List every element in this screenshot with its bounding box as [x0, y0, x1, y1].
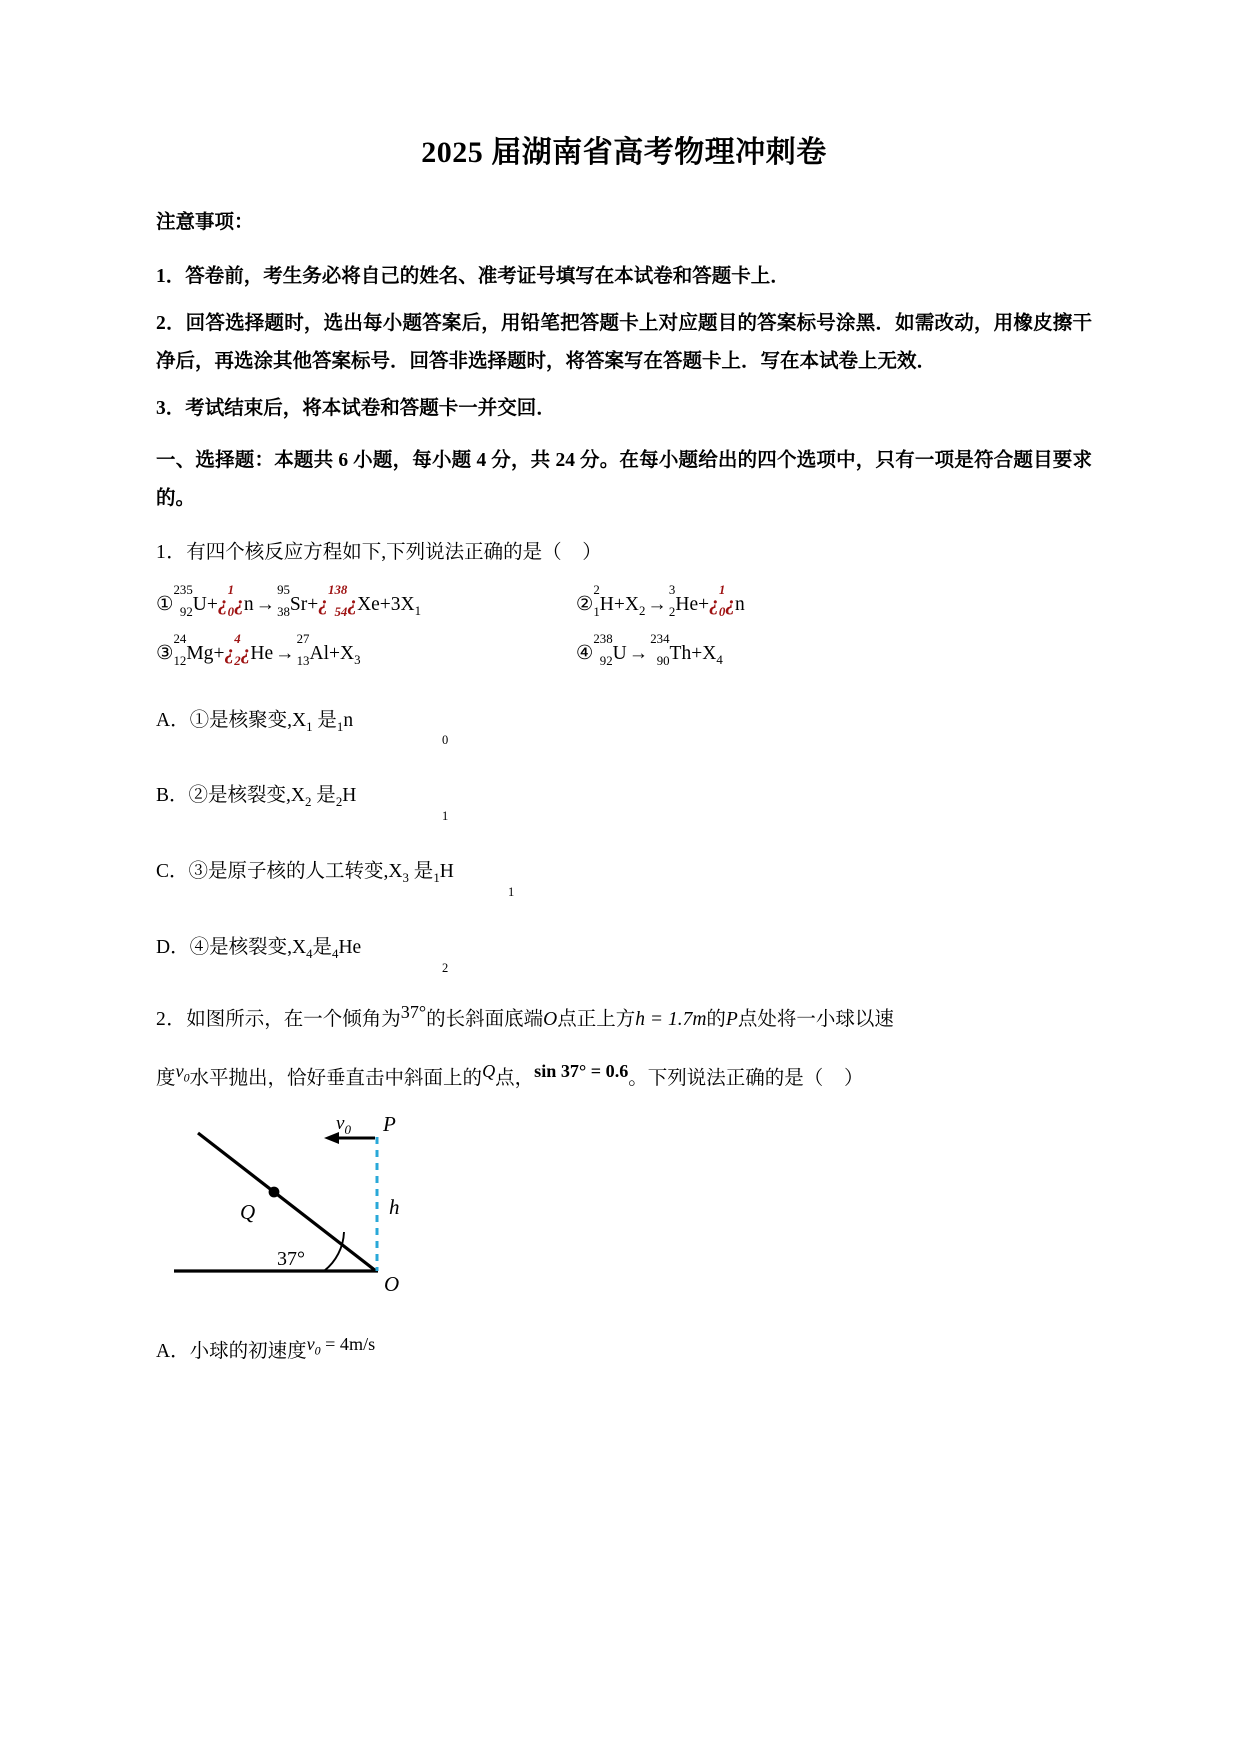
option-b-text: ②是核裂变,X	[188, 785, 305, 807]
notice-item-3: 3．考试结束后，将本试卷和答题卡一并交回．	[156, 398, 556, 420]
option-a-text: ①是核聚变,X	[189, 709, 307, 731]
q2-v0: $v_0$	[175, 1060, 190, 1085]
q2-sin-expr: sin 37° = 0.6	[534, 1060, 629, 1081]
eq2-artifact-nuclide: 1 0	[718, 582, 726, 619]
option-a-dropped-digit: 0	[442, 732, 449, 747]
eq1-label: ①	[156, 594, 174, 616]
eq1-left-mass: 235	[173, 582, 193, 597]
q2-point-q: Q	[482, 1060, 496, 1081]
eq3-artifact-nuclide: 4 2	[234, 631, 241, 668]
eq3-label: ③	[156, 643, 174, 665]
question-1-stem	[156, 534, 1092, 571]
label-p: P	[383, 1112, 396, 1137]
eq2-left-nuclide: 2 1 H	[593, 582, 614, 619]
question-1-option-d[interactable]: D．④是核裂变$,X_4$是$_4$He 2	[156, 933, 1092, 975]
eq4-right-nuclide: 234 90 Th	[650, 631, 692, 668]
option-d-dropped-digit: 2	[442, 960, 449, 975]
eq4-tail-sub: 4	[716, 653, 723, 668]
notice-item-2: 2．回答选择题时，选出每小题答案后，用铅笔把答题卡上对应题目的答案标号涂黑．如需改动，用橡皮擦干净后，再选涂其他答案标号．回答非选择题时，将答案写在答题卡上．写在本试卷上无效．	[156, 313, 1092, 373]
question-2-figure	[156, 1111, 1092, 1331]
q2-angle: 37°	[400, 1001, 427, 1022]
eq3-arrow: →	[275, 643, 295, 665]
nuclear-equation-1: ① 235 92 U+¿ 1 0 ¿n → 95 38 Sr+¿ 138 54 ¿$Xe+3X_1$	[156, 582, 422, 619]
nuclear-equation-2: ② 2 1 $H+X_2$ → 3 2 He+¿ 1 0 ¿n	[575, 582, 745, 619]
label-o: O	[384, 1272, 400, 1297]
eq1-tail-sub: 1	[414, 604, 422, 619]
option-d-text: ④是核裂变,X	[189, 937, 307, 959]
question-1-number: 1．	[156, 542, 187, 564]
eq2-x-sub: 2	[638, 604, 646, 619]
option-d-letter: D．	[156, 937, 190, 959]
eq2-arrow: →	[647, 594, 667, 616]
q2-h-expr: h = 1.7m	[635, 1009, 707, 1031]
eq1-tail: Xe+3X	[357, 594, 415, 616]
question-1-option-c[interactable]: C．③是原子核的人工转变$,X_3$ 是$_1$H 1	[156, 857, 1092, 899]
eq2-plus2: +	[698, 594, 710, 616]
eq1-artifact-close: ¿	[234, 594, 244, 616]
question-1-stem-close: ）	[582, 542, 602, 564]
eq3-left-nuclide: 24 12 Mg	[173, 631, 214, 668]
option-b-dropped-digit: 1	[442, 808, 449, 823]
eq1-arrow: →	[255, 594, 276, 616]
option-a-letter: A．	[156, 709, 190, 731]
option-c-dropped-digit: 1	[508, 884, 515, 899]
eq3-right-nuclide: 27 13 Al	[296, 631, 329, 668]
option-c-text: ③是原子核的人工转变,X	[188, 861, 403, 883]
section-heading: 一、选择题：本题共 6 小题，每小题 4 分，共 24 分。在每小题给出的四个选项中，只有一项是符合题目要求的。	[156, 450, 1092, 510]
nuclear-equation-3: ③ 24 12 Mg+¿ 4 2 ¿He → 27 13 $Al+X_3$	[156, 631, 361, 668]
question-2-option-a[interactable]	[156, 1333, 1092, 1367]
question-2-line-1: 2．如图所示，在一个倾角为37°的长斜面底端O点正上方h = 1.7m的P点处将一小球以速	[156, 1001, 894, 1031]
notice-heading: 注意事项：	[156, 212, 254, 233]
question-2-number: 2．	[156, 1009, 187, 1031]
eq1-particle: n	[243, 594, 254, 616]
eq1-artifact-open: ¿	[217, 594, 228, 616]
eq1-artifact-nuclide: 1 0	[227, 582, 235, 619]
eq3-plus: +	[213, 643, 225, 665]
label-v0: $v_0$	[336, 1113, 351, 1138]
eq2-tail: n	[735, 594, 745, 616]
eq2-right-nuclide: 3 2 He	[668, 582, 699, 619]
option-c-letter: C．	[156, 861, 189, 883]
q2-point-o: O	[543, 1009, 558, 1031]
question-2-line-2: 度$v_0$水平抛出，恰好垂直击中斜面上的Q点，sin 37° = 0.6。下列说法正确的是（ ）	[156, 1060, 864, 1090]
question-1-stem-text: 有四个核反应方程如下,下列说法正确的是（	[186, 542, 562, 564]
eq3-particle: He	[250, 643, 274, 665]
eq1-left-charge: 92	[179, 604, 193, 619]
eq1-plus2: +	[307, 594, 319, 616]
eq4-left-nuclide: 238 92 U	[593, 631, 627, 668]
notice-item-1: 1．答卷前，考生务必将自己的姓名、准考证号填写在本试卷和答题卡上．	[156, 266, 790, 288]
eq1-left-symbol: U	[192, 594, 207, 616]
q2-option-a-formula: $v_0 = 4m/s$	[306, 1333, 376, 1358]
eq2-plus: +X	[613, 594, 639, 616]
eq1-artifact2-nuclide: 138 54	[328, 582, 348, 619]
question-1-option-b[interactable]: B．②是核裂变$,X_2$ 是$_2$H 1	[156, 781, 1092, 823]
q2-option-a-letter: A．	[156, 1341, 190, 1363]
eq4-label: ④	[575, 643, 594, 665]
q2-point-p: P	[725, 1009, 738, 1031]
label-angle: 37°	[277, 1248, 305, 1271]
page-title: 2025 届湖南省高考物理冲刺卷	[421, 136, 827, 169]
eq1-left-nuclide	[173, 582, 207, 620]
label-h: h	[389, 1195, 400, 1220]
eq4-arrow: →	[628, 643, 649, 665]
q2-option-a-text: 小球的初速度	[189, 1341, 307, 1363]
projectile-incline-diagram	[156, 1111, 486, 1326]
option-b-letter: B．	[156, 785, 189, 807]
eq3-tail: +X	[328, 643, 355, 665]
eq3-tail-sub: 3	[354, 653, 361, 668]
point-q-marker	[269, 1187, 280, 1198]
equation-row-2	[156, 631, 1092, 669]
nuclear-equation-4	[575, 631, 723, 669]
eq1-right-nuclide: 95 38 Sr	[277, 582, 308, 619]
eq1-plus: +	[206, 594, 218, 616]
eq2-label: ②	[575, 594, 594, 616]
question-1-option-a[interactable]: A．①是核聚变$,X_1$ 是$_1$n 0	[156, 706, 1092, 748]
equation-row-1	[156, 582, 1092, 620]
eq4-tail: +X	[691, 643, 717, 665]
label-q: Q	[240, 1200, 256, 1225]
